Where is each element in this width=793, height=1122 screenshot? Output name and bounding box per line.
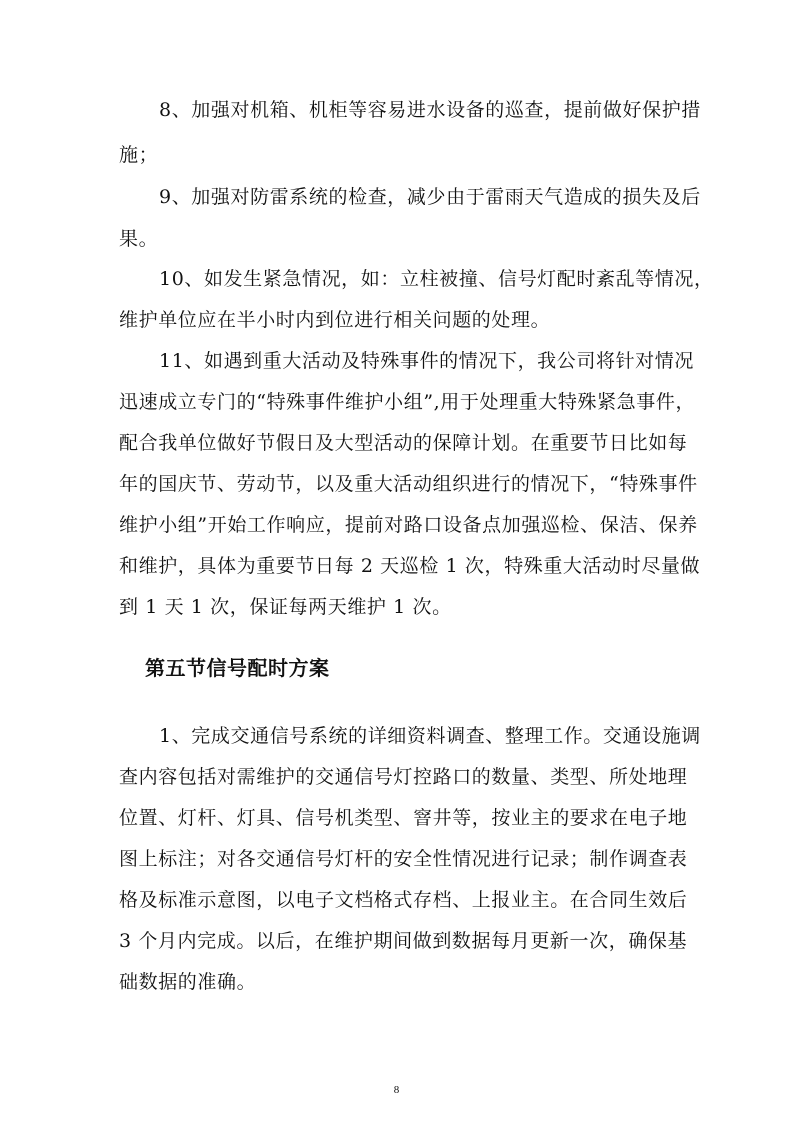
section-paragraph-line-3: 位置、灯杆、灯具、信号机类型、窨井等，按业主的要求在电子地 (119, 807, 688, 829)
item-11-line-4: 年的国庆节、劳动节，以及重大活动组织进行的情况下，“特殊事件 (119, 473, 698, 495)
section-paragraph-line-6: 3 个月内完成。以后，在维护期间做到数据每月更新一次，确保基 (119, 930, 688, 952)
section-paragraph-line-7: 础数据的准确。 (119, 971, 257, 993)
page-number: 8 (393, 1084, 400, 1096)
item-11-line-1: 11、如遇到重大活动及特殊事件的情况下，我公司将针对情况 (159, 350, 694, 372)
item-8-line-1: 8、加强对机箱、机柜等容易进水设备的巡查，提前做好保护措 (159, 99, 701, 121)
item-11-line-2: 迅速成立专门的“特殊事件维护小组”,用于处理重大特殊紧急事件， (119, 391, 696, 413)
section-paragraph-line-1: 1、完成交通信号系统的详细资料调查、整理工作。交通设施调 (159, 725, 701, 747)
section-paragraph-line-4: 图上标注；对各交通信号灯杆的安全性情况进行记录；制作调查表 (119, 848, 688, 870)
item-11-line-3: 配合我单位做好节假日及大型活动的保障计划。在重要节日比如每 (119, 432, 688, 454)
item-9-line-2: 果。 (119, 228, 159, 250)
item-11-line-6: 和维护，具体为重要节日每 2 天巡检 1 次，特殊重大活动时尽量做 (119, 555, 701, 577)
section-paragraph-line-2: 查内容包括对需维护的交通信号灯控路口的数量、类型、所处地理 (119, 766, 688, 788)
section-heading: 第五节信号配时方案 (145, 656, 330, 680)
item-10-line-1: 10、如发生紧急情况，如：立柱被撞、信号灯配时紊乱等情况， (159, 268, 714, 290)
item-10-line-2: 维护单位应在半小时内到位进行相关问题的处理。 (119, 309, 551, 331)
item-8-line-2: 施； (119, 144, 159, 166)
section-paragraph-line-5: 格及标准示意图，以电子文档格式存档、上报业主。在合同生效后 (119, 889, 688, 911)
item-11-line-7: 到 1 天 1 次，保证每两天维护 1 次。 (119, 596, 452, 618)
item-11-line-5: 维护小组”开始工作响应，提前对路口设备点加强巡检、保洁、保养 (119, 514, 698, 536)
item-9-line-1: 9、加强对防雷系统的检查，减少由于雷雨天气造成的损失及后 (159, 186, 701, 208)
